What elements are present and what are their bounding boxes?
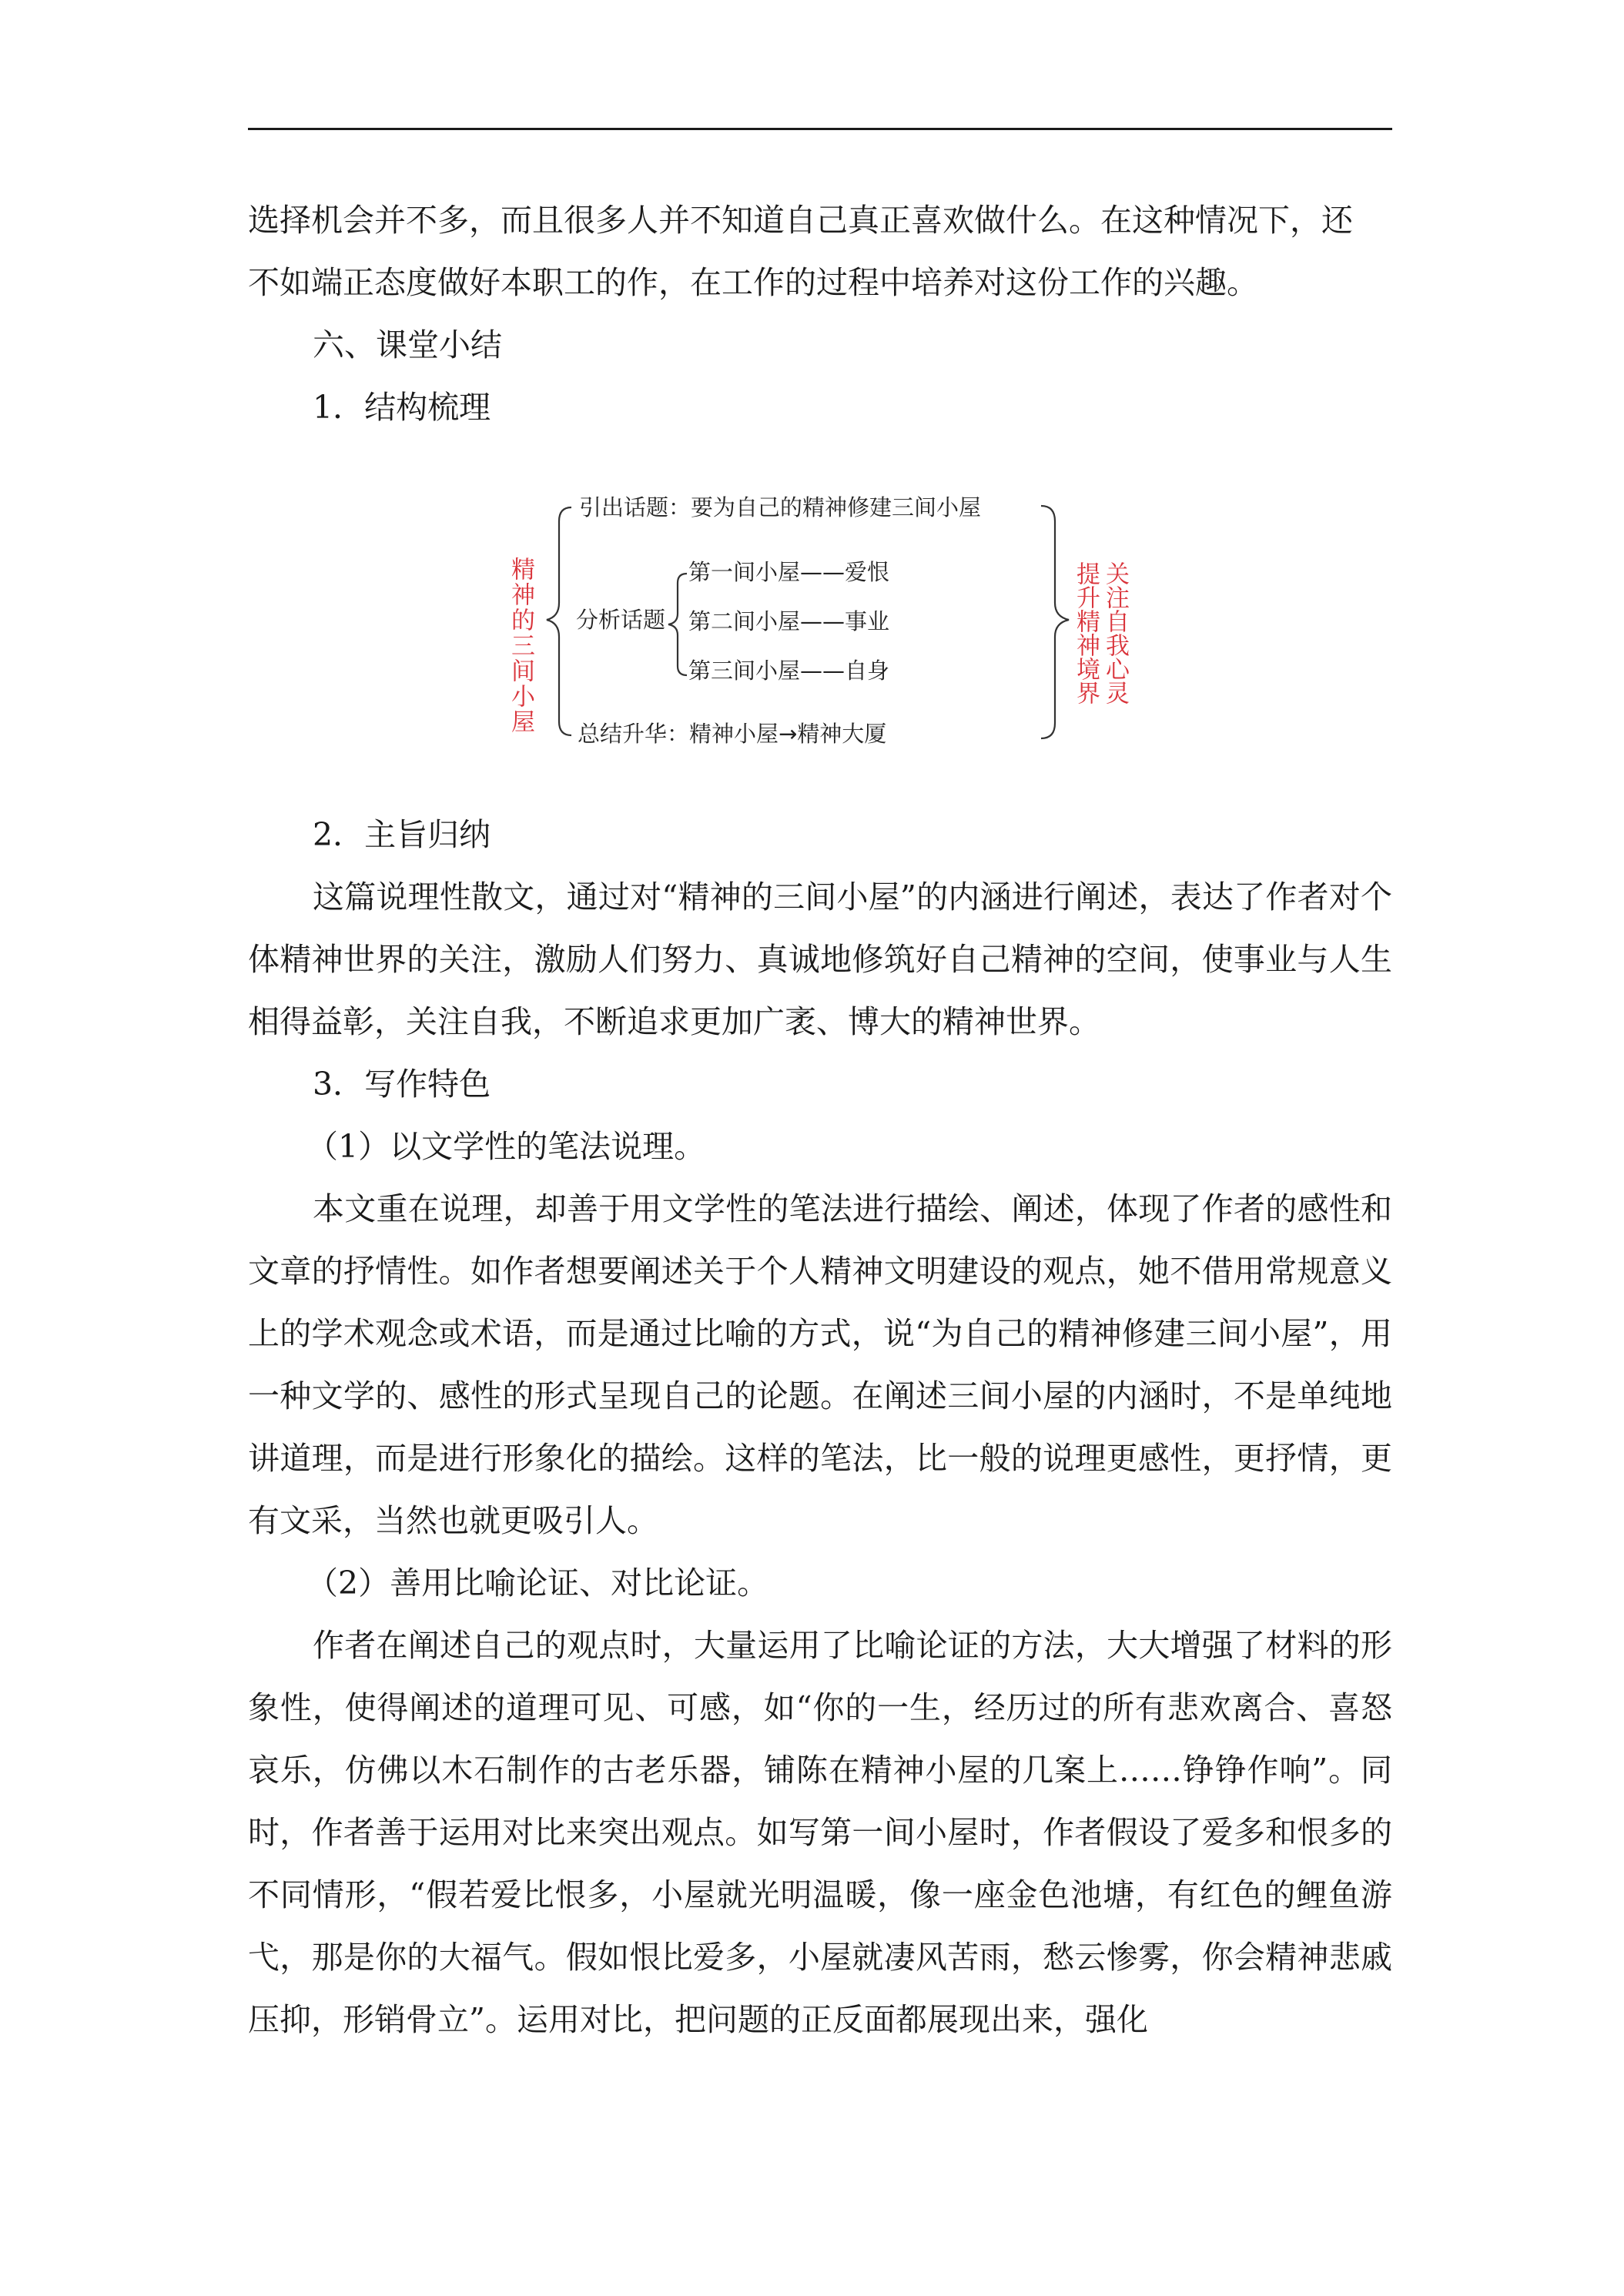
feature-1-paragraph: 本文重在说理，却善于用文学性的笔法进行描绘、阐述，体现了作者的感性和文章的抒情性。如作者想要阐述关于个人精神文明建设的观点，她不借用常规意义上的学术观念或术语，而是通过比喻的方式，说“为自己的精神修建三间小屋”，用一种文学的、感性的形式呈现自己的论题。在阐述三间小屋的内涵时，不是单纯地讲道理，而是进行形象化的描绘。这样的笔法，比一般的说理更感性，更抒情，更有文采，当然也就更吸引人。 bbox=[248, 1190, 1392, 1539]
main-right-brace bbox=[1041, 506, 1069, 738]
structure-diagram bbox=[493, 487, 1129, 758]
diagram-analysis-label: 分析话题 bbox=[576, 607, 666, 633]
diagram-room-1: 第一间小屋——爱恨 bbox=[688, 559, 890, 585]
intro-line-1: 选择机会并不多，而且很多人并不知道自己真正喜欢做什么。在这种情况下，还 bbox=[248, 202, 1353, 239]
intro-line-2: 不如端正态度做好本职工的作，在工作的过程中培养对这份工作的兴趣。 bbox=[248, 264, 1258, 301]
feature-2-paragraph: 作者在阐述自己的观点时，大量运用了比喻论证的方法，大大增强了材料的形象性，使得阐述的道理可见、可感，如“你的一生，经历过的所有悲欢离合、喜怒哀乐，仿佛以木石制作的古老乐器，铺陈在精神小屋的几案上……铮铮作响”。同时，作者善于运用对比来突出观点。如写第一间小屋时，作者假设了爱多和恨多的不同情形，“假若爱比恨多，小屋就光明温暖，像一座金色池塘，有红色的鲤鱼游弋，那是你的大福气。假如恨比爱多，小屋就凄风苦雨，愁云惨雾，你会精神悲戚压抑，形销骨立”。运用对比，把问题的正反面都展现出来，强化 bbox=[248, 1627, 1392, 2038]
text-block-top bbox=[248, 189, 1392, 439]
text-block-bottom bbox=[248, 804, 1392, 2051]
main-left-brace bbox=[547, 507, 571, 735]
item-3-title: 3．写作特色 bbox=[313, 1066, 491, 1103]
diagram-left-title: 精神的三间小屋 bbox=[507, 557, 534, 735]
item-1-title: 1．结构梳理 bbox=[313, 389, 491, 426]
diagram-room-2: 第二间小屋——事业 bbox=[688, 608, 890, 634]
feature-2-title: （2）善用比喻论证、对比论证。 bbox=[306, 1565, 769, 1602]
section-6-title: 六、课堂小结 bbox=[313, 326, 502, 363]
diagram-room-3: 第三间小屋——自身 bbox=[688, 658, 890, 684]
theme-paragraph: 这篇说理性散文，通过对“精神的三间小屋”的内涵进行阐述，表达了作者对个体精神世界的关注，激励人们努力、真诚地修筑好自己精神的空间，使事业与人生相得益彰，关注自我，不断追求更加广袤、博大的精神世界。 bbox=[248, 879, 1392, 1040]
item-2-title: 2．主旨归纳 bbox=[313, 816, 491, 853]
diagram-right-col-2: 提升精神境界 bbox=[1072, 561, 1100, 705]
header-rule bbox=[248, 128, 1392, 130]
rooms-brace bbox=[668, 574, 687, 675]
structure-diagram-svg bbox=[493, 487, 1129, 758]
diagram-intro-topic: 引出话题：要为自己的精神修建三间小屋 bbox=[579, 494, 982, 520]
diagram-summary: 总结升华：精神小屋→精神大厦 bbox=[578, 721, 887, 747]
feature-1-title: （1）以文学性的笔法说理。 bbox=[306, 1128, 706, 1165]
diagram-right-col-1: 关注自我心灵 bbox=[1101, 561, 1129, 705]
